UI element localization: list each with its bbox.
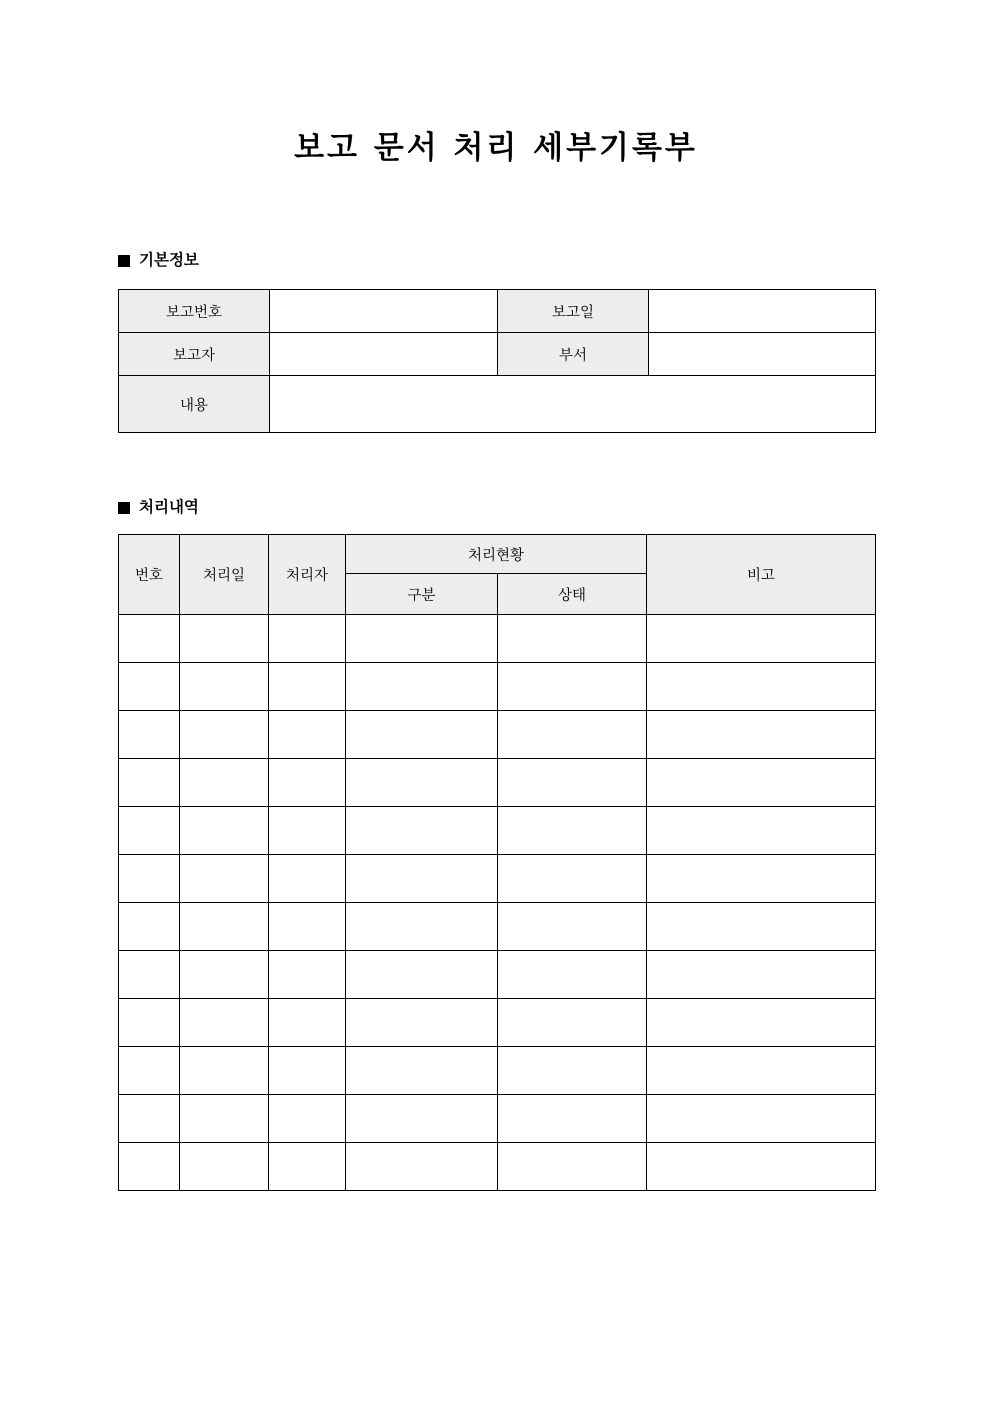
cell-processing-date[interactable] (180, 759, 269, 807)
field-department[interactable] (649, 333, 876, 376)
cell-status-category[interactable] (346, 903, 498, 951)
table-row (119, 1047, 876, 1095)
cell-remarks[interactable] (647, 759, 876, 807)
cell-status-state[interactable] (498, 711, 647, 759)
cell-handler[interactable] (269, 711, 346, 759)
label-content: 내용 (119, 376, 270, 433)
cell-status-category[interactable] (346, 615, 498, 663)
cell-remarks[interactable] (647, 711, 876, 759)
black-square-bullet-icon (118, 255, 130, 267)
cell-processing-date[interactable] (180, 951, 269, 999)
cell-no[interactable] (119, 903, 180, 951)
table-row (119, 711, 876, 759)
field-content[interactable] (270, 376, 876, 433)
cell-processing-date[interactable] (180, 855, 269, 903)
cell-status-state[interactable] (498, 759, 647, 807)
cell-remarks[interactable] (647, 615, 876, 663)
table-row (119, 951, 876, 999)
cell-handler[interactable] (269, 855, 346, 903)
cell-handler[interactable] (269, 615, 346, 663)
table-row (119, 333, 876, 376)
cell-remarks[interactable] (647, 855, 876, 903)
table-row (119, 615, 876, 663)
cell-processing-date[interactable] (180, 807, 269, 855)
black-square-bullet-icon (118, 502, 130, 514)
table-row (119, 663, 876, 711)
cell-status-category[interactable] (346, 759, 498, 807)
cell-processing-date[interactable] (180, 615, 269, 663)
cell-no[interactable] (119, 663, 180, 711)
cell-status-category[interactable] (346, 1143, 498, 1191)
column-header-status-category: 구분 (346, 574, 498, 615)
cell-status-state[interactable] (498, 855, 647, 903)
cell-status-state[interactable] (498, 1047, 647, 1095)
section-heading-processing-history (118, 500, 199, 516)
column-header-status-group: 처리현황 (346, 535, 647, 574)
processing-history-body (119, 615, 876, 1191)
label-reporter: 보고자 (119, 333, 270, 376)
cell-no[interactable] (119, 999, 180, 1047)
cell-no[interactable] (119, 759, 180, 807)
cell-status-category[interactable] (346, 663, 498, 711)
cell-handler[interactable] (269, 999, 346, 1047)
field-report-number[interactable] (270, 290, 498, 333)
cell-status-state[interactable] (498, 1095, 647, 1143)
cell-no[interactable] (119, 1047, 180, 1095)
column-header-status-state: 상태 (498, 574, 647, 615)
cell-no[interactable] (119, 807, 180, 855)
section-heading-processing-history-label: 처리내역 (139, 498, 199, 516)
section-heading-basic-info (118, 253, 199, 269)
field-report-date[interactable] (649, 290, 876, 333)
cell-status-category[interactable] (346, 855, 498, 903)
processing-history-table (118, 534, 876, 1191)
cell-remarks[interactable] (647, 903, 876, 951)
cell-remarks[interactable] (647, 1095, 876, 1143)
cell-no[interactable] (119, 615, 180, 663)
table-row (119, 1143, 876, 1191)
cell-no[interactable] (119, 1143, 180, 1191)
cell-remarks[interactable] (647, 951, 876, 999)
table-row (119, 290, 876, 333)
label-report-date: 보고일 (498, 290, 649, 333)
cell-status-category[interactable] (346, 1047, 498, 1095)
cell-no[interactable] (119, 951, 180, 999)
cell-no[interactable] (119, 1095, 180, 1143)
column-header-handler: 처리자 (269, 535, 346, 615)
cell-remarks[interactable] (647, 663, 876, 711)
cell-processing-date[interactable] (180, 1047, 269, 1095)
cell-handler[interactable] (269, 1047, 346, 1095)
cell-status-state[interactable] (498, 903, 647, 951)
column-header-processing-date: 처리일 (180, 535, 269, 615)
table-row (119, 855, 876, 903)
cell-handler[interactable] (269, 807, 346, 855)
page-title: 보고 문서 처리 세부기록부 (294, 130, 698, 166)
cell-remarks[interactable] (647, 807, 876, 855)
table-row (119, 999, 876, 1047)
cell-status-category[interactable] (346, 1095, 498, 1143)
cell-handler[interactable] (269, 1143, 346, 1191)
cell-status-state[interactable] (498, 807, 647, 855)
cell-processing-date[interactable] (180, 903, 269, 951)
cell-processing-date[interactable] (180, 999, 269, 1047)
label-department: 부서 (498, 333, 649, 376)
table-row (119, 759, 876, 807)
field-reporter[interactable] (270, 333, 498, 376)
table-header-row-top (119, 535, 876, 574)
cell-no[interactable] (119, 711, 180, 759)
cell-handler[interactable] (269, 663, 346, 711)
cell-status-category[interactable] (346, 951, 498, 999)
cell-processing-date[interactable] (180, 711, 269, 759)
cell-status-state[interactable] (498, 663, 647, 711)
cell-status-state[interactable] (498, 1143, 647, 1191)
table-row (119, 807, 876, 855)
column-header-no: 번호 (119, 535, 180, 615)
cell-status-category[interactable] (346, 999, 498, 1047)
cell-status-category[interactable] (346, 711, 498, 759)
cell-status-category[interactable] (346, 807, 498, 855)
cell-status-state[interactable] (498, 951, 647, 999)
table-row (119, 1095, 876, 1143)
cell-no[interactable] (119, 855, 180, 903)
section-heading-basic-info-label: 기본정보 (139, 251, 199, 269)
cell-processing-date[interactable] (180, 663, 269, 711)
cell-handler[interactable] (269, 759, 346, 807)
table-row (119, 903, 876, 951)
table-row (119, 376, 876, 433)
cell-status-state[interactable] (498, 999, 647, 1047)
cell-handler[interactable] (269, 951, 346, 999)
cell-remarks[interactable] (647, 1143, 876, 1191)
label-report-number: 보고번호 (119, 290, 270, 333)
cell-remarks[interactable] (647, 999, 876, 1047)
cell-handler[interactable] (269, 1095, 346, 1143)
basic-info-table (118, 289, 876, 433)
column-header-remarks: 비고 (647, 535, 876, 615)
cell-status-state[interactable] (498, 615, 647, 663)
cell-processing-date[interactable] (180, 1143, 269, 1191)
cell-processing-date[interactable] (180, 1095, 269, 1143)
cell-handler[interactable] (269, 903, 346, 951)
cell-remarks[interactable] (647, 1047, 876, 1095)
